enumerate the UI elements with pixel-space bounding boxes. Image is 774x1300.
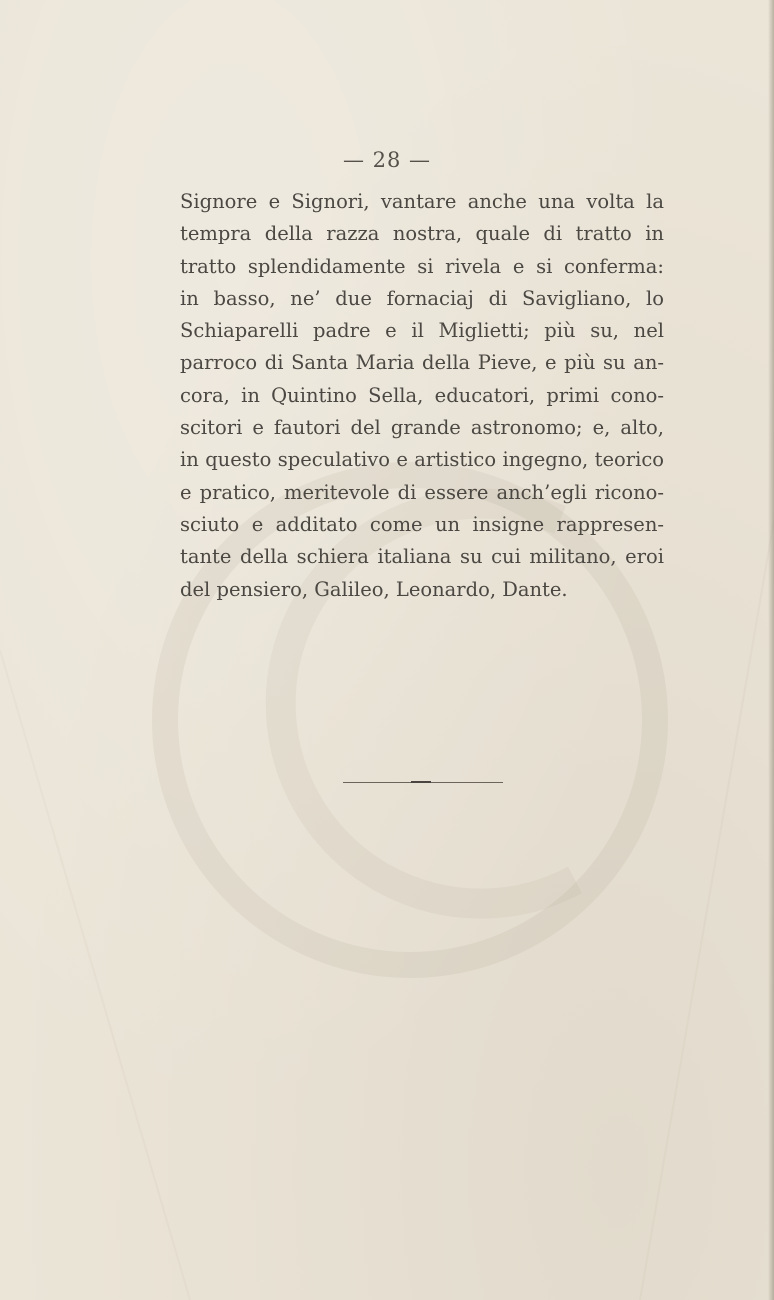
text-line: cora, in Quintino Sella, educatori, primi cono- bbox=[180, 383, 664, 407]
text-line-last: del pensiero, Galileo, Leonardo, Dante. bbox=[180, 577, 568, 601]
text-line: Schiaparelli padre e il Miglietti; più su, nel bbox=[180, 319, 664, 343]
body-paragraph bbox=[180, 186, 664, 606]
text-line: tempra della razza nostra, quale di tratto in bbox=[180, 222, 664, 246]
text-line: sciuto e additato come un insigne rappresen- bbox=[180, 512, 664, 536]
section-end-rule bbox=[343, 781, 503, 783]
page-number: — 28 — bbox=[342, 148, 432, 172]
rule-center-ornament bbox=[411, 781, 431, 783]
text-line: Signore e Signori, vantare anche una volta la bbox=[180, 190, 664, 213]
text-line: e pratico, meritevole di essere anch’egli ricono- bbox=[180, 480, 664, 504]
page-edge-shadow bbox=[768, 0, 774, 1300]
text-line: tante della schiera italiana su cui militano, eroi bbox=[180, 545, 664, 569]
text-line: tratto splendidamente si rivela e si conferma: bbox=[180, 254, 664, 278]
text-line: in questo speculativo e artistico ingegno, teorico bbox=[180, 448, 664, 472]
text-line: parroco di Santa Maria della Pieve, e più su an- bbox=[180, 351, 664, 375]
text-line: in basso, ne’ due fornaciaj di Savigliano, lo bbox=[180, 286, 664, 310]
text-line: scitori e fautori del grande astronomo; e, alto, bbox=[180, 416, 664, 440]
